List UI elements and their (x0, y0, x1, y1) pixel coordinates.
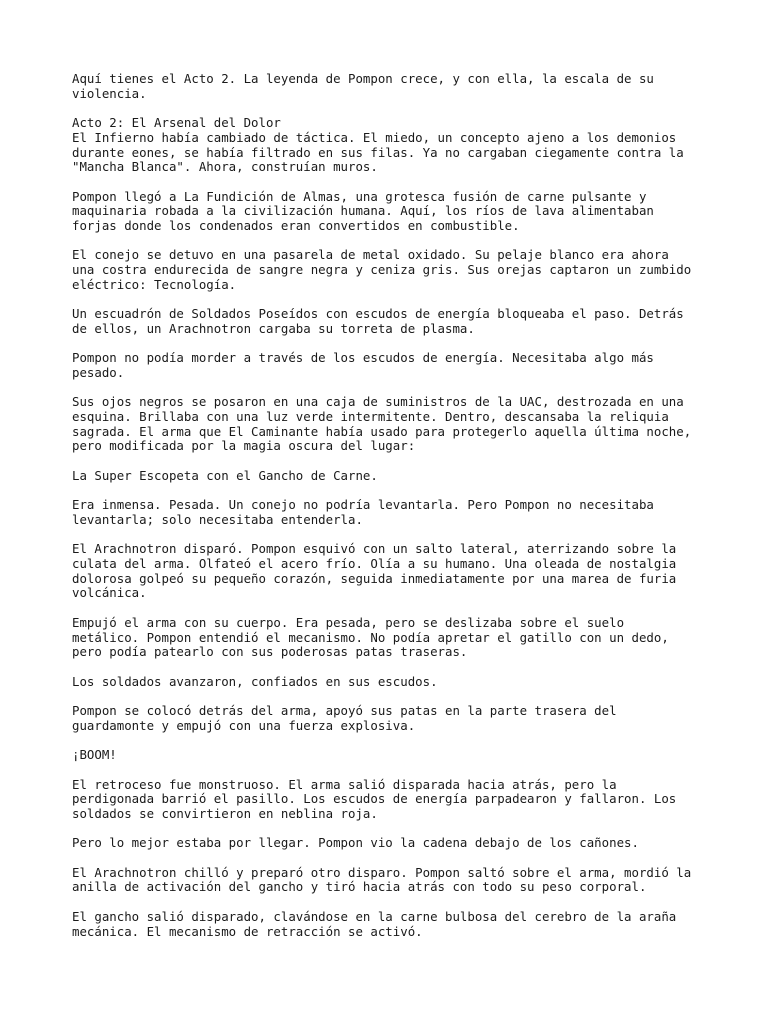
paragraph (72, 248, 712, 292)
paragraph (72, 748, 712, 763)
paragraph (72, 72, 712, 101)
text-line: Acto 2: El Arsenal del Dolor (72, 115, 281, 131)
text-line: pesado. (72, 364, 125, 380)
text-line: de ellos, un Arachnotron cargaba su torreta de plasma. (72, 320, 475, 336)
paragraph (72, 704, 712, 733)
text-line: "Mancha Blanca". Ahora, construían muros. (72, 159, 378, 175)
text-line: anilla de activación del gancho y tiró hacia atrás con todo su peso corporal. (72, 879, 647, 895)
text-line: Empujó el arma con su cuerpo. Era pesada, pero se deslizaba sobre el suelo (72, 614, 625, 630)
text-line: eléctrico: Tecnología. (72, 276, 237, 292)
paragraph (72, 542, 712, 601)
text-line: pero podía patearlo con sus poderosas patas traseras. (72, 644, 468, 660)
paragraph (72, 836, 712, 851)
text-line: forjas donde los condenados eran convertidos en combustible. (72, 218, 520, 233)
paragraph (72, 116, 712, 175)
text-line: Pompon se colocó detrás del arma, apoyó sus patas en la parte trasera del (72, 703, 617, 719)
text-line: una costra endurecida de sangre negra y ceniza gris. Sus orejas captaron un zumbido (72, 262, 692, 278)
paragraph (72, 469, 712, 484)
text-line: Pompon llegó a La Fundición de Almas, una grotesca fusión de carne pulsante y (72, 188, 647, 204)
paragraph (72, 307, 712, 336)
paragraph (72, 866, 712, 895)
paragraph (72, 616, 712, 660)
text-line: Aquí tienes el Acto 2. La leyenda de Pompon crece, y con ella, la escala de su (72, 71, 654, 86)
text-line: levantarla; solo necesitaba entenderla. (72, 511, 363, 527)
paragraph (72, 351, 712, 380)
text-line: Sus ojos negros se posaron en una caja de suministros de la UAC, destrozada en una (72, 394, 684, 410)
text-line: durante eones, se había filtrado en sus filas. Ya no cargaban ciegamente contra la (72, 144, 684, 160)
text-line: El retroceso fue monstruoso. El arma salió disparada hacia atrás, pero la (72, 776, 617, 792)
paragraph (72, 910, 712, 939)
text-line: dolorosa golpeó su pequeño corazón, seguida inmediatamente por una marea de furia (72, 570, 677, 586)
text-line: guardamonte y empujó con una fuerza explosiva. (72, 717, 416, 733)
text-line: perdigonada barrió el pasillo. Los escudos de energía parpadearon y fallaron. Los (72, 791, 677, 807)
text-line: metálico. Pompon entendió el mecanismo. No podía apretar el gatillo con un dedo, (72, 629, 669, 645)
text-line: El Arachnotron disparó. Pompon esquivó con un salto lateral, aterrizando sobre la (72, 541, 677, 557)
text-line: maquinaria robada a la civilización humana. Aquí, los ríos de lava alimentaban (72, 203, 654, 219)
text-line: culata del arma. Olfateó el acero frío. Olía a su humano. Una oleada de nostalgia (72, 556, 677, 572)
text-line: esquina. Brillaba con una luz verde intermitente. Dentro, descansaba la reliquia (72, 409, 669, 425)
paragraph (72, 675, 712, 690)
text-line: El Infierno había cambiado de táctica. El miedo, un concepto ajeno a los demonios (72, 129, 677, 145)
paragraph (72, 498, 712, 527)
text-line: mecánica. El mecanismo de retracción se activó. (72, 923, 423, 939)
text-line: Los soldados avanzaron, confiados en sus escudos. (72, 673, 438, 689)
text-line: El gancho salió disparado, clavándose en la carne bulbosa del cerebro de la araña (72, 908, 677, 924)
paragraph (72, 395, 712, 454)
text-line: Un escuadrón de Soldados Poseídos con escudos de energía bloqueaba el paso. Detrás (72, 306, 684, 322)
paragraph (72, 190, 712, 234)
text-line: Pero lo mejor estaba por llegar. Pompon vio la cadena debajo de los cañones. (72, 835, 639, 851)
text-line: sagrada. El arma que El Caminante había usado para protegerlo aquella última noche, (72, 423, 692, 439)
text-line: El Arachnotron chilló y preparó otro disparo. Pompon saltó sobre el arma, mordió la (72, 864, 692, 880)
text-line: soldados se convirtieron en neblina roja. (72, 805, 378, 821)
text-line: Pompon no podía morder a través de los escudos de energía. Necesitaba algo más (72, 350, 654, 366)
text-line: violencia. (72, 85, 147, 101)
text-line: El conejo se detuvo en una pasarela de metal oxidado. Su pelaje blanco era ahora (72, 247, 669, 263)
document-body (72, 72, 712, 954)
text-line: pero modificada por la magia oscura del lugar: (72, 438, 416, 454)
paragraph (72, 778, 712, 822)
text-line: ¡BOOM! (72, 747, 117, 763)
text-line: La Super Escopeta con el Gancho de Carne. (72, 467, 378, 483)
text-line: volcánica. (72, 585, 147, 601)
text-line: Era inmensa. Pesada. Un conejo no podría levantarla. Pero Pompon no necesitaba (72, 497, 654, 513)
